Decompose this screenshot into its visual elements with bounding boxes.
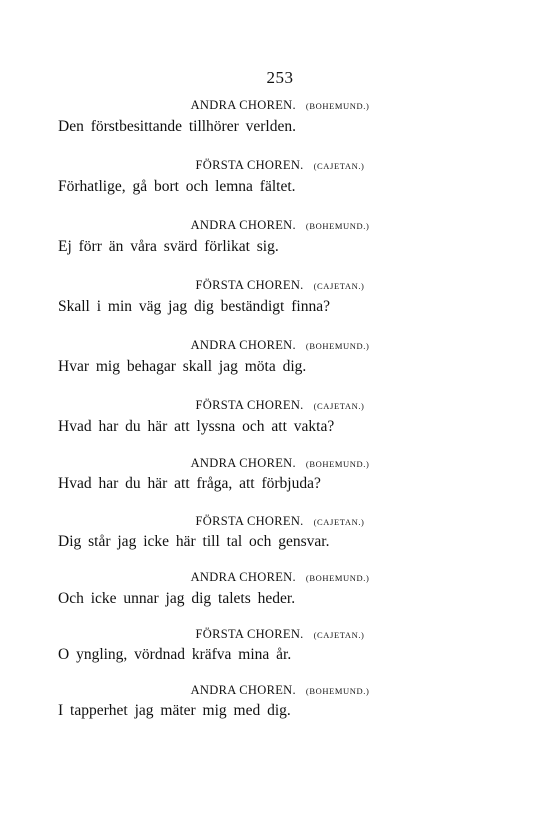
verse-line: Förhatlige, gå bort och lemna fältet. (58, 178, 296, 195)
speaker-heading (0, 278, 560, 293)
speaker-role: FÖRSTA CHOREN. (195, 278, 304, 292)
speaker-role: ANDRA CHOREN. (190, 456, 296, 470)
speaker-heading (0, 570, 560, 585)
speaker-heading (0, 683, 560, 698)
verse-line: I tapperhet jag mäter mig med dig. (58, 702, 291, 719)
verse-line: Dig står jag icke här till tal och gensvar. (58, 533, 330, 550)
verse-line: Och icke unnar jag dig talets heder. (58, 590, 296, 607)
speaker-role: ANDRA CHOREN. (190, 683, 296, 697)
verse-line: Skall i min väg jag dig beständigt finna? (58, 298, 330, 315)
speaker-heading (0, 398, 560, 413)
speaker-heading (0, 514, 560, 529)
speaker-character: (BOHEMUND.) (305, 459, 370, 469)
speaker-heading (0, 338, 560, 353)
speaker-character: (BOHEMUND.) (305, 101, 370, 111)
speaker-character: (BOHEMUND.) (305, 573, 370, 583)
speaker-heading (0, 158, 560, 173)
speaker-character: (CAJETAN.) (313, 401, 365, 411)
speaker-role: ANDRA CHOREN. (190, 570, 296, 584)
speaker-role: ANDRA CHOREN. (190, 218, 296, 232)
speaker-role: FÖRSTA CHOREN. (195, 398, 304, 412)
verse-line: Ej förr än våra svärd förlikat sig. (58, 238, 279, 255)
verse-line: Hvar mig behagar skall jag möta dig. (58, 358, 307, 375)
verse-line: Den förstbesittande tillhörer verlden. (58, 118, 296, 135)
verse-line: Hvad har du här att lyssna och att vakta? (58, 418, 335, 435)
speaker-character: (BOHEMUND.) (305, 686, 370, 696)
speaker-character: (CAJETAN.) (313, 161, 365, 171)
speaker-character: (BOHEMUND.) (305, 341, 370, 351)
speaker-heading (0, 456, 560, 471)
speaker-character: (BOHEMUND.) (305, 221, 370, 231)
speaker-role: ANDRA CHOREN. (190, 338, 296, 352)
speaker-character: (CAJETAN.) (313, 281, 365, 291)
verse-line: Hvad har du här att fråga, att förbjuda? (58, 475, 321, 492)
speaker-heading (0, 98, 560, 113)
speaker-character: (CAJETAN.) (313, 630, 365, 640)
speaker-heading (0, 627, 560, 642)
speaker-role: FÖRSTA CHOREN. (195, 627, 304, 641)
page-number: 253 (266, 68, 294, 87)
speaker-character: (CAJETAN.) (313, 517, 365, 527)
speaker-role: FÖRSTA CHOREN. (195, 158, 304, 172)
speaker-heading (0, 218, 560, 233)
verse-line: O yngling, vördnad kräfva mina år. (58, 646, 292, 663)
speaker-role: ANDRA CHOREN. (190, 98, 296, 112)
speaker-role: FÖRSTA CHOREN. (195, 514, 304, 528)
